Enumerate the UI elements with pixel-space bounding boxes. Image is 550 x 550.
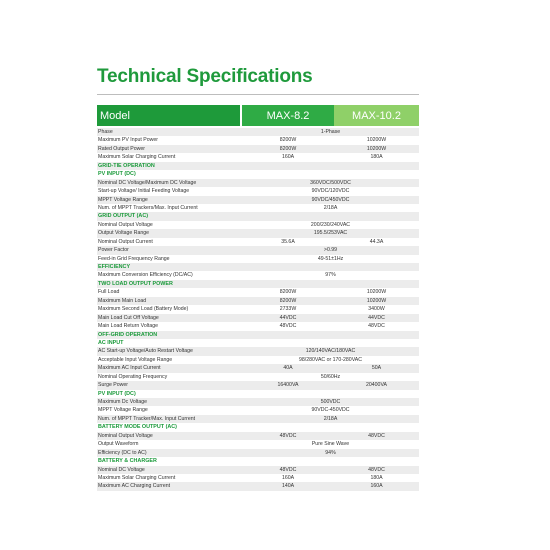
row-label: AC INPUT bbox=[98, 339, 124, 346]
row-value-max-10-2: 44.3A bbox=[369, 238, 384, 245]
row-value-max-10-2: 48VDC bbox=[368, 466, 385, 473]
row-label: Rated Output Power bbox=[98, 145, 146, 152]
table-row bbox=[97, 381, 419, 389]
row-label: Maximum AC Charging Current bbox=[98, 483, 171, 490]
row-label: MPPT Voltage Range bbox=[98, 407, 148, 414]
table-row bbox=[97, 482, 419, 490]
row-value-max-10-2: 180A bbox=[370, 474, 383, 481]
row-value-max-8-2: 8200W bbox=[279, 137, 297, 144]
row-label: GRID-TIE OPERATION bbox=[98, 162, 155, 169]
section-header bbox=[97, 331, 419, 339]
row-label: Surge Power bbox=[98, 382, 128, 389]
row-value-max-10-2: 3400W bbox=[368, 306, 385, 313]
page-title: Technical Specifications bbox=[97, 66, 313, 87]
table-row bbox=[97, 398, 419, 406]
row-value-max-8-2: 16400VA bbox=[277, 382, 299, 389]
row-label: BATTERY MODE OUTPUT (AC) bbox=[98, 424, 177, 431]
table-body bbox=[97, 128, 419, 491]
row-label: Power Factor bbox=[98, 247, 129, 254]
row-value-shared: 97% bbox=[325, 272, 336, 279]
table-row bbox=[97, 432, 419, 440]
row-label: Nominal DC Voltage bbox=[98, 466, 145, 473]
table-row bbox=[97, 187, 419, 195]
table-row bbox=[97, 356, 419, 364]
table-row bbox=[97, 153, 419, 161]
specs-table bbox=[97, 105, 419, 491]
row-label: Num. of MPPT Trackers/Max. Input Current bbox=[98, 204, 198, 211]
section-header bbox=[97, 170, 419, 178]
row-value-max-10-2: 10200W bbox=[366, 297, 387, 304]
table-row bbox=[97, 255, 419, 263]
table-row bbox=[97, 474, 419, 482]
section-header bbox=[97, 280, 419, 288]
row-value-shared: 90VDC/450VDC bbox=[311, 196, 350, 203]
row-value-max-10-2: 50A bbox=[371, 365, 382, 372]
row-label: Efficiency (DC to AC) bbox=[98, 449, 147, 456]
row-value-shared: 90VDC-450VDC bbox=[311, 407, 350, 414]
row-value-max-10-2: 10200W bbox=[366, 145, 387, 152]
row-label: Maximum Conversion Efficiency (DC/AC) bbox=[98, 272, 193, 279]
row-value-shared: 2/18A bbox=[323, 204, 338, 211]
table-row bbox=[97, 406, 419, 414]
row-label: OFF-GRID OPERATION bbox=[98, 331, 158, 338]
row-value-max-10-2: 44VDC bbox=[368, 314, 385, 321]
table-row bbox=[97, 297, 419, 305]
row-value-shared: 90VDC/120VDC bbox=[311, 188, 350, 195]
row-value-max-10-2: 48VDC bbox=[368, 432, 385, 439]
row-value-shared: 1-Phase bbox=[320, 129, 341, 135]
row-value-max-8-2: 48VDC bbox=[279, 432, 297, 439]
table-row bbox=[97, 271, 419, 279]
table-row bbox=[97, 322, 419, 330]
row-value-shared: 49-51±1Hz bbox=[317, 255, 344, 262]
header-model-label: Model bbox=[97, 105, 240, 126]
table-row bbox=[97, 364, 419, 372]
row-value-max-10-2: 48VDC bbox=[368, 323, 385, 330]
row-value-max-10-2: 20400VA bbox=[366, 382, 387, 389]
row-label: PV INPUT (DC) bbox=[98, 171, 136, 178]
table-row bbox=[97, 238, 419, 246]
row-label: Nominal DC Voltage/Maximum DC Voltage bbox=[98, 179, 197, 186]
row-label: AC Start-up Voltage/Auto Restart Voltage bbox=[98, 348, 193, 355]
row-value-shared: 98/280VAC or 170-280VAC bbox=[299, 356, 362, 363]
row-label: Main Load Return Voltage bbox=[98, 323, 158, 330]
row-value-shared: 360VDC/500VDC bbox=[310, 179, 351, 186]
table-row bbox=[97, 128, 419, 136]
row-value-max-8-2: 35.6A bbox=[281, 238, 295, 245]
row-value-shared: 94% bbox=[325, 449, 336, 456]
row-value-shared: 500VDC bbox=[320, 399, 341, 405]
row-label: TWO LOAD OUTPUT POWER bbox=[98, 280, 173, 287]
row-label: Phase bbox=[98, 129, 113, 135]
row-label: EFFICIENCY bbox=[98, 264, 131, 270]
table-row bbox=[97, 145, 419, 153]
table-header bbox=[97, 105, 419, 126]
table-row bbox=[97, 466, 419, 474]
section-header bbox=[97, 423, 419, 431]
row-value-max-8-2: 8200W bbox=[279, 297, 297, 304]
header-model-2: MAX-10.2 bbox=[334, 105, 419, 126]
table-row bbox=[97, 196, 419, 204]
row-value-max-8-2: 44VDC bbox=[279, 314, 297, 321]
row-value-max-10-2: 10200W bbox=[366, 137, 387, 144]
table-row bbox=[97, 373, 419, 381]
row-value-shared: 2/18A bbox=[323, 415, 338, 422]
section-header bbox=[97, 162, 419, 170]
row-label: Output Voltage Range bbox=[98, 230, 150, 237]
row-label: Full Load bbox=[98, 289, 120, 296]
row-value-max-8-2: 140A bbox=[281, 483, 295, 490]
table-row bbox=[97, 288, 419, 296]
row-label: Feed-in Grid Frequency Range bbox=[98, 255, 170, 262]
row-value-max-8-2: 48VDC bbox=[279, 323, 297, 330]
section-header bbox=[97, 390, 419, 398]
row-value-shared: 50/60Hz bbox=[320, 373, 341, 380]
row-value-max-8-2: 40A bbox=[283, 365, 293, 372]
row-value-max-8-2: 48VDC bbox=[279, 466, 297, 473]
row-value-shared: 200/230/240VAC bbox=[310, 221, 351, 228]
row-label: Nominal Operating Frequency bbox=[98, 373, 168, 380]
row-value-max-10-2: 10200W bbox=[366, 289, 387, 296]
table-row bbox=[97, 314, 419, 322]
row-value-shared: Pure Sine Wave bbox=[311, 441, 350, 448]
row-label: Nominal Output Voltage bbox=[98, 221, 153, 228]
row-value-max-8-2: 8200W bbox=[279, 145, 297, 152]
table-row bbox=[97, 179, 419, 187]
row-label: Maximum Dc Voltage bbox=[98, 399, 148, 405]
row-label: BATTERY & CHARGER bbox=[98, 458, 157, 465]
section-header bbox=[97, 263, 419, 271]
row-label: MPPT Voltage Range bbox=[98, 196, 148, 203]
row-value-shared: >0.99 bbox=[323, 247, 338, 254]
row-label: Maximum Main Load bbox=[98, 297, 147, 304]
table-row bbox=[97, 204, 419, 212]
row-label: PV INPUT (DC) bbox=[98, 390, 136, 397]
row-label: Main Load Cut Off Voltage bbox=[98, 314, 159, 321]
table-row bbox=[97, 347, 419, 355]
section-header bbox=[97, 212, 419, 220]
section-header bbox=[97, 339, 419, 347]
row-label: Start-up Voltage/ Initial Feeding Voltage bbox=[98, 188, 190, 195]
row-label: Maximum AC Input Current bbox=[98, 365, 161, 372]
row-label: Output Waveform bbox=[98, 441, 139, 448]
row-label: GRID OUTPUT (AC) bbox=[98, 213, 149, 220]
row-label: Maximum Solar Charging Current bbox=[98, 154, 176, 161]
row-value-max-8-2: 8200W bbox=[279, 289, 297, 296]
table-row bbox=[97, 449, 419, 457]
table-row bbox=[97, 440, 419, 448]
table-row bbox=[97, 415, 419, 423]
row-value-max-8-2: 2733W bbox=[279, 306, 297, 313]
table-row bbox=[97, 246, 419, 254]
row-label: Maximum Second Load (Battery Mode) bbox=[98, 306, 189, 313]
row-value-shared: 195.5/253VAC bbox=[313, 230, 348, 237]
header-model-1: MAX-8.2 bbox=[242, 105, 334, 126]
row-value-shared: 120/140VAC/180VAC bbox=[305, 348, 356, 355]
table-row bbox=[97, 221, 419, 229]
row-label: Nominal Output Voltage bbox=[98, 432, 153, 439]
row-value-max-10-2: 180A bbox=[370, 154, 383, 161]
section-header bbox=[97, 457, 419, 465]
row-label: Maximum PV Input Power bbox=[98, 137, 158, 144]
row-value-max-8-2: 160A bbox=[281, 154, 295, 161]
row-value-max-10-2: 160A bbox=[370, 483, 383, 490]
row-label: Maximum Solar Charging Current bbox=[98, 474, 176, 481]
table-row bbox=[97, 229, 419, 237]
row-label: Nominal Output Current bbox=[98, 238, 153, 245]
table-row bbox=[97, 305, 419, 313]
row-label: Acceptable Input Voltage Range bbox=[98, 356, 173, 363]
title-divider bbox=[97, 94, 419, 95]
table-row bbox=[97, 136, 419, 144]
row-value-max-8-2: 160A bbox=[281, 474, 295, 481]
row-label: Num. of MPPT Tracker/Max. Input Current bbox=[98, 415, 196, 422]
